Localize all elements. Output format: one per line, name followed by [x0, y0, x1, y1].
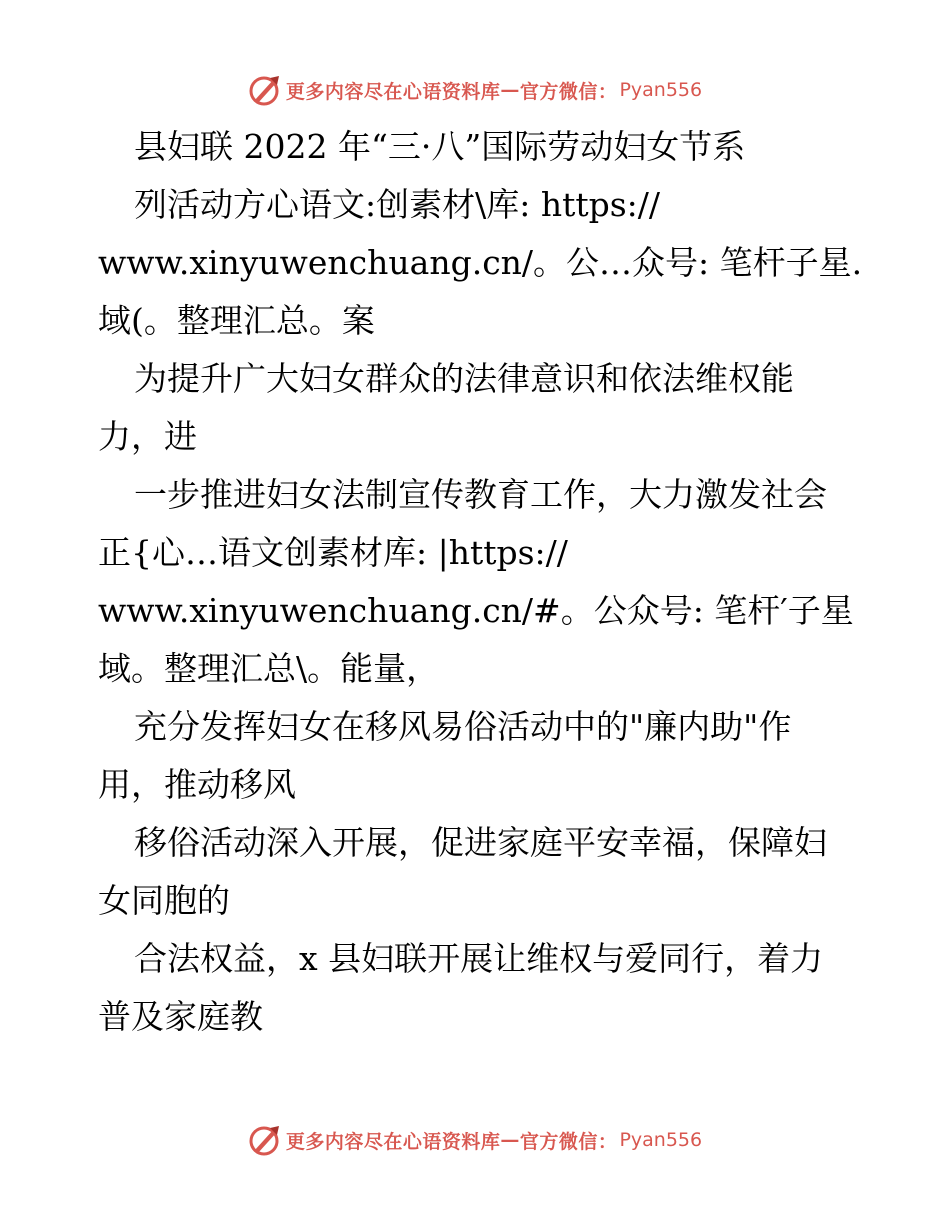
text-line: 普及家庭教 — [98, 997, 263, 1036]
watermark-separator: — — [500, 1129, 520, 1151]
text-line: 域(。整理汇总。案 — [98, 301, 375, 340]
watermark-wechat-label: 官方微信： — [519, 80, 618, 103]
text-line: 力，进 — [98, 417, 197, 456]
watermark-wechat-id: Pyan556 — [619, 79, 703, 101]
text-line: 正{心…语文创素材库: |https:// — [98, 533, 568, 572]
text-line: 充分发挥妇女在移风易俗活动中的"廉内助"作 — [134, 707, 792, 746]
text-line: www.xinyuwenchuang.cn/#。公众号: 笔杆′子星 — [98, 591, 854, 630]
text-line: 女同胞的 — [98, 881, 230, 920]
text-line: 一步推进妇女法制宣传教育工作，大力激发社会 — [134, 475, 827, 514]
text-line: 合法权益，x 县妇联开展让维权与爱同行，着力 — [134, 939, 824, 978]
text-line: 移俗活动深入开展，促进家庭平安幸福，保障妇 — [134, 823, 827, 862]
watermark-text: 更多内容尽在心语资料库 — [285, 80, 501, 103]
quill-pen-icon — [248, 73, 282, 107]
watermark-wechat-id: Pyan556 — [619, 1129, 703, 1151]
text-line: 县妇联 2022 年“三·八”国际劳动妇女节系 — [134, 127, 746, 166]
watermark-text: 更多内容尽在心语资料库 — [285, 1130, 501, 1153]
text-line: 列活动方心语文:创素材\库: https:// — [134, 185, 661, 224]
text-line: 为提升广大妇女群众的法律意识和依法维权能 — [134, 359, 794, 398]
text-line: 用，推动移风 — [98, 765, 296, 804]
text-line: 域。整理汇总\。能量， — [98, 649, 440, 688]
watermark-wechat-label: 官方微信： — [519, 1130, 618, 1153]
quill-pen-icon — [248, 1123, 282, 1157]
footer-watermark — [0, 1120, 950, 1160]
document-body — [98, 118, 898, 1046]
text-line: www.xinyuwenchuang.cn/。公…众号: 笔杆子星. — [98, 243, 863, 282]
watermark-separator: — — [500, 79, 520, 101]
header-watermark — [0, 70, 950, 110]
